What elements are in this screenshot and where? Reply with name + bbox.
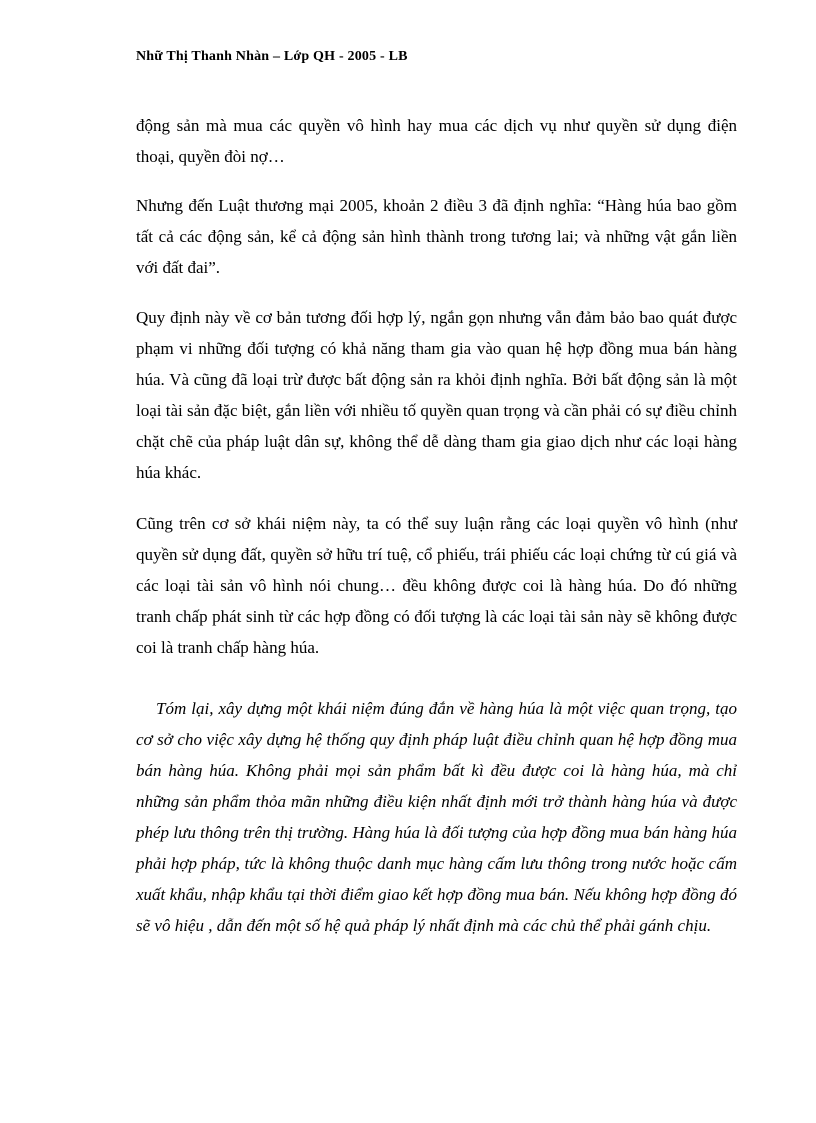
paragraph-intangible-rights: Cũng trên cơ sở khái niệm này, ta có thể suy luận rằng các loại quyền vô hình (như quyền sử dụng đất, quyền sở hữu trí tuệ, cổ phiếu, trái phiếu các loại chứng từ cú giá và các loại tài sản vô hình nói chung… đều không được coi là hàng húa. Do đó những tranh chấp phát sinh từ các hợp đồng có đối tượng là các loại tài sản này sẽ không được coi là tranh chấp hàng húa. — [136, 514, 737, 657]
paragraph-regulation-assessment: Quy định này về cơ bản tương đối hợp lý, ngắn gọn nhưng vẫn đảm bảo bao quát được phạm vi những đối tượng có khả năng tham gia vào quan hệ hợp đồng mua bán hàng húa. Và cũng đã loại trừ được bất động sản ra khỏi định nghĩa. Bởi bất động sản là một loại tài sản đặc biệt, gắn liền với nhiều tố quyền quan trọng và cần phải có sự điều chỉnh chặt chẽ của pháp luật dân sự, không thể dễ dàng tham gia giao dịch như các loại hàng húa khác. — [136, 308, 737, 482]
paragraph-summary: Tóm lại, xây dựng một khái niệm đúng đắn về hàng húa là một việc quan trọng, tạo cơ sở cho việc xây dựng hệ thống quy định pháp luật điều chỉnh quan hệ hợp đồng mua bán hàng húa. Không phải mọi sản phẩm bất kì đều được coi là hàng húa, mà chỉ những sản phẩm thỏa mãn những điều kiện nhất định mới trở thành hàng húa và được phép lưu thông trên thị trường. Hàng húa là đối tượng của hợp đồng mua bán hàng húa phải hợp pháp, tức là không thuộc danh mục hàng cấm lưu thông trong nước hoặc cấm xuất khẩu, nhập khẩu tại thời điểm giao kết hợp đồng mua bán. Nếu không hợp đồng đó sẽ vô hiệu , dẫn đến một số hệ quả pháp lý nhất định mà các chủ thể phải gánh chịu. — [136, 699, 737, 935]
paragraph-law-definition: Nhưng đến Luật thương mại 2005, khoản 2 điều 3 đã định nghĩa: “Hàng húa bao gồm tất cả các động sản, kể cả động sản hình thành trong tương lai; và những vật gắn liền với đất đai”. — [136, 196, 737, 277]
paragraph-continuation: động sản mà mua các quyền vô hình hay mua các dịch vụ như quyền sử dụng điện thoại, quyền đòi nợ… — [136, 116, 737, 166]
page-header: Nhữ Thị Thanh Nhàn – Lớp QH - 2005 - LB — [136, 49, 408, 64]
